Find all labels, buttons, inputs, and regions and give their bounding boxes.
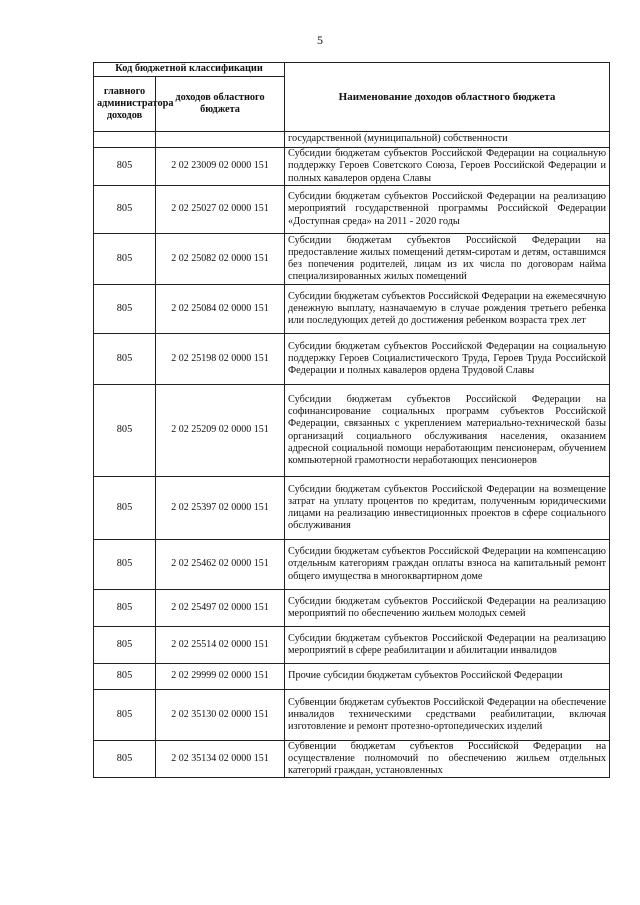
table-row: [94, 477, 610, 540]
name-cell: Субсидии бюджетам субъектов Российской Федерации на ежемесячную денежную выплату, назначаемую в случае рождения третьего ребенка или последующих детей до достижения ребенком возраста трех лет: [285, 285, 610, 334]
admin-cell: 805: [94, 234, 156, 285]
code-cell: 2 02 25082 02 0000 151: [156, 234, 285, 285]
admin-cell: 805: [94, 540, 156, 590]
code-cell: 2 02 29999 02 0000 151: [156, 664, 285, 690]
budget-classification-table: [93, 62, 610, 778]
code-cell: 2 02 25462 02 0000 151: [156, 540, 285, 590]
table-row: [94, 334, 610, 385]
code-cell: 2 02 25209 02 0000 151: [156, 385, 285, 477]
table-row: [94, 148, 610, 186]
code-cell: 2 02 35134 02 0000 151: [156, 741, 285, 778]
header-group-label: Код бюджетной классификации: [94, 63, 285, 77]
table-row: [94, 540, 610, 590]
header-admin-column: главного администратора доходов: [94, 77, 156, 132]
code-cell: 2 02 35130 02 0000 151: [156, 690, 285, 741]
table-row: [94, 690, 610, 741]
name-cell: Субсидии бюджетам субъектов Российской Федерации на компенсацию отдельным категориям граждан оплаты взноса на капитальный ремонт общего имущества в многоквартирном доме: [285, 540, 610, 590]
continuation-name-cell: государственной (муниципальной) собственности: [285, 132, 610, 148]
code-cell: 2 02 25497 02 0000 151: [156, 590, 285, 627]
admin-cell: 805: [94, 477, 156, 540]
table-row: [94, 590, 610, 627]
code-cell: 2 02 25514 02 0000 151: [156, 627, 285, 664]
admin-cell: 805: [94, 627, 156, 664]
table-row: [94, 234, 610, 285]
table-row: [94, 741, 610, 778]
code-cell: 2 02 25198 02 0000 151: [156, 334, 285, 385]
name-cell: Прочие субсидии бюджетам субъектов Российской Федерации: [285, 664, 610, 690]
admin-cell: 805: [94, 741, 156, 778]
admin-cell: 805: [94, 385, 156, 477]
table-row: [94, 385, 610, 477]
continuation-row: [94, 132, 610, 148]
name-cell: Субсидии бюджетам субъектов Российской Федерации на софинансирование социальных программ субъектов Российской Федерации, связанных с укреплением материально-технической базы организаций социального обслуживания населения, оказанием адресной социальной помощи неработающим пенсионерам, обучением компьютерной грамотности неработающих пенсионеров: [285, 385, 610, 477]
admin-cell: 805: [94, 148, 156, 186]
name-cell: Субвенции бюджетам субъектов Российской Федерации на обеспечение инвалидов техническими средствами реабилитации, включая изготовление и ремонт протезно-ортопедических изделий: [285, 690, 610, 741]
table-row: [94, 186, 610, 234]
name-cell: Субсидии бюджетам субъектов Российской Федерации на реализацию мероприятий по обеспечению жильем молодых семей: [285, 590, 610, 627]
page-number: 5: [317, 33, 323, 47]
name-cell: Субвенции бюджетам субъектов Российской Федерации на осуществление полномочий по обеспечению жильем отдельных категорий граждан, установленных: [285, 741, 610, 778]
table-body: [94, 132, 610, 778]
table-row: [94, 285, 610, 334]
code-cell: 2 02 25084 02 0000 151: [156, 285, 285, 334]
continuation-code-cell: [156, 132, 285, 148]
continuation-admin-cell: [94, 132, 156, 148]
code-cell: 2 02 25397 02 0000 151: [156, 477, 285, 540]
name-cell: Субсидии бюджетам субъектов Российской Федерации на реализацию мероприятий в сфере реабилитации и абилитации инвалидов: [285, 627, 610, 664]
header-code-column: доходов областного бюджета: [156, 77, 285, 132]
table-row: [94, 627, 610, 664]
name-cell: Субсидии бюджетам субъектов Российской Федерации на предоставление жилых помещений детям-сиротам и детям, оставшимся без попечения родителей, лицам из их числа по договорам найма специализированных жилых помещений: [285, 234, 610, 285]
admin-cell: 805: [94, 334, 156, 385]
name-cell: Субсидии бюджетам субъектов Российской Федерации на реализацию мероприятий государственной программы Российской Федерации «Доступная среда» на 2011 - 2020 годы: [285, 186, 610, 234]
admin-cell: 805: [94, 690, 156, 741]
admin-cell: 805: [94, 664, 156, 690]
header-name-column: Наименование доходов областного бюджета: [285, 63, 610, 132]
code-cell: 2 02 23009 02 0000 151: [156, 148, 285, 186]
admin-cell: 805: [94, 590, 156, 627]
admin-cell: 805: [94, 186, 156, 234]
name-cell: Субсидии бюджетам субъектов Российской Федерации на социальную поддержку Героев Советского Союза, Героев Российской Федерации и полных кавалеров ордена Славы: [285, 148, 610, 186]
name-cell: Субсидии бюджетам субъектов Российской Федерации на социальную поддержку Героев Социалистического Труда, Героев Труда Российской Федерации и полных кавалеров ордена Трудовой Славы: [285, 334, 610, 385]
name-cell: Субсидии бюджетам субъектов Российской Федерации на возмещение затрат на уплату процентов по кредитам, полученным юридическими лицами на реализацию инвестиционных проектов в сфере социального обслуживания: [285, 477, 610, 540]
table-row: [94, 664, 610, 690]
code-cell: 2 02 25027 02 0000 151: [156, 186, 285, 234]
admin-cell: 805: [94, 285, 156, 334]
